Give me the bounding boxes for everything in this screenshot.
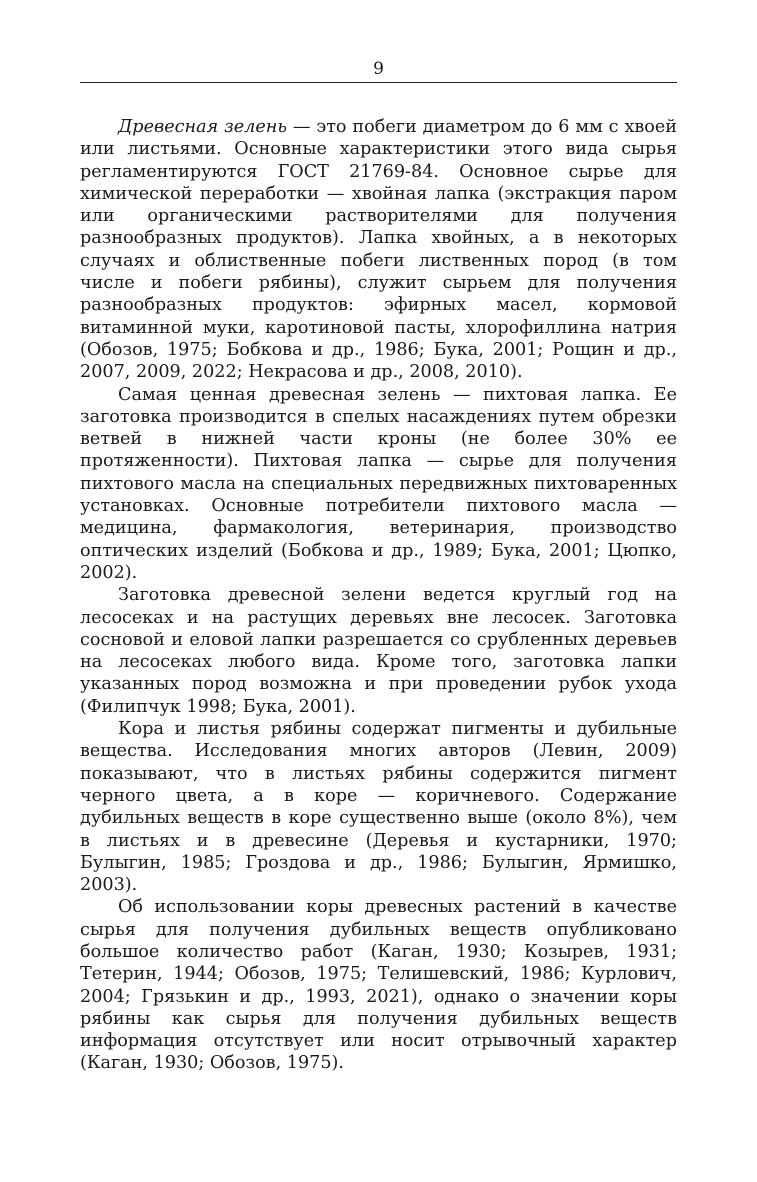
body-text — [80, 116, 677, 1075]
paragraph-3: Заготовка древесной зелени ведется круглый год на лесосеках и на растущих деревьях вне лесосек. Заготовка сосновой и еловой лапки разрешается со срубленных деревьев на лесосеках любого вида. Кроме того, заготовка лапки указанных пород возможна и при проведении рубок ухода (Филипчук 1998; Бука, 2001). — [80, 585, 677, 717]
paragraph-1-text: — это побеги диаметром до 6 мм с хвоей или листьями. Основные характеристики этого вида сырья регламентируются ГОСТ 21769-84. Основное сырье для химической переработки — хвойная лапка (экстракция паром или органическими растворителями для получения разнообразных продуктов). Лапка хвойных, а в некоторых случаях и облиственные побеги лиственных пород (в том числе и побеги рябины), служит сырьем для получения разнообразных продуктов: эфирных масел, кормовой витаминной муки, каротиновой пасты, хлорофиллина натрия (Обозов, 1975; Бобкова и др., 1986; Бука, 2001; Рощин и др., 2007, 2009, 2022; Некрасова и др., 2008, 2010). — [80, 117, 677, 383]
paragraph-2: Самая ценная древесная зелень — пихтовая лапка. Ее заготовка производится в спелых насаждениях путем обрезки ветвей в нижней части кроны (не более 30% ее протяженности). Пихтовая лапка — сырье для получения пихтового масла на специальных передвижных пихтоваренных установках. Основные потребители пихтового масла — медицина, фармакология, ветеринария, производство оптических изделий (Бобкова и др., 1989; Бука, 2001; Цюпко, 2002). — [80, 384, 677, 583]
paragraph-1 — [80, 116, 677, 384]
page-header — [80, 56, 677, 83]
paragraph-4: Кора и листья рябины содержат пигменты и дубильные вещества. Исследования многих авторов (Левин, 2009) показывают, что в листьях рябины содержится пигмент черного цвета, а в коре — коричневого. Содержание дубильных веществ в коре существенно выше (около 8%), чем в листьях и в древесине (Деревья и кустарники, 1970; Булыгин, 1985; Гроздова и др., 1986; Булыгин, Ярмишко, 2003). — [80, 719, 677, 896]
paragraph-5: Об использовании коры древесных растений в качестве сырья для получения дубильных веществ опубликовано большое количество работ (Каган, 1930; Козырев, 1931; Тетерин, 1944; Обозов, 1975; Телишевский, 1986; Курлович, 2004; Грязькин и др., 1993, 2021), однако о значении коры рябины как сырья для получения дубильных веществ информация отсутствует или носит отрывочный характер (Каган, 1930; Обозов, 1975). — [80, 897, 677, 1074]
defined-term: Древесная зелень — [118, 117, 287, 137]
page-number: 9 — [373, 59, 384, 79]
book-page — [80, 56, 677, 1075]
